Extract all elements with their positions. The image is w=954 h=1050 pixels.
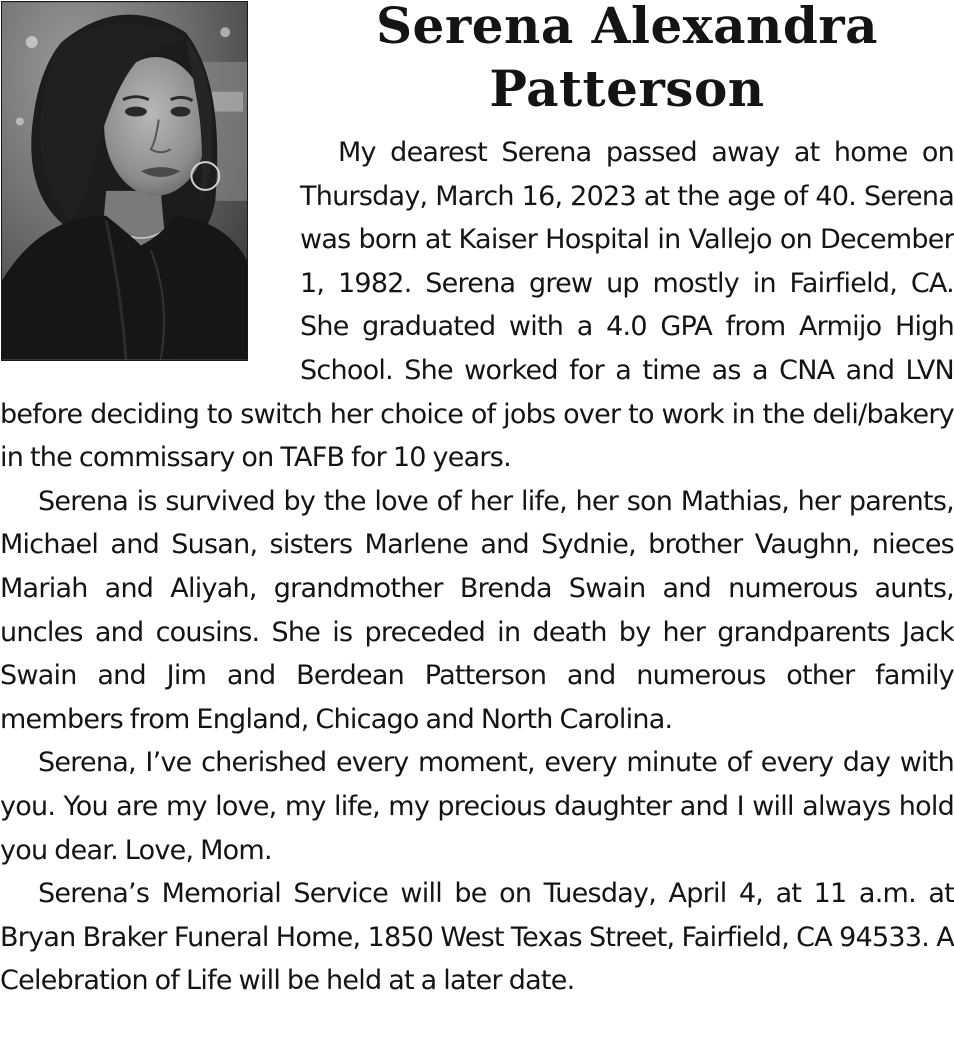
paragraph-survivors: Serena is survived by the love of her life, her son Mathias, her parents, Michael and Susan, sisters Marlene and Sydnie, brother Vaughn, nieces Mariah and Aliyah, grandmother Brenda Swain and numerous aunts, uncles and cousins. She is preceded in death by her grandparents Jack Swain and Jim and Berdean Patterson and numerous other family members from England, Chicago and North Carolina. xyxy=(0,485,954,735)
name-line-2: Patterson xyxy=(489,59,765,118)
name-line-1: Serena Alexandra xyxy=(375,0,879,55)
photo-wrap-spacer xyxy=(0,131,300,391)
paragraph-biography: My dearest Serena passed away at home on Thursday, March 16, 2023 at the age of 40. Serena was born at Kaiser Hospital in Vallejo on December 1, 1982. Serena grew up mostly in Fairfield, CA. She graduated with a 4.0 GPA from Armijo High School. She worked for a time as a CNA and LVN before deciding to switch her choice of jobs over to work in the deli/bakery in the commissary on TAFB for 10 years. xyxy=(0,137,954,474)
paragraph-tribute: Serena, I’ve cherished every moment, every minute of every day with you. You are my love, my life, my precious daughter and I will always hold you dear. Love, Mom. xyxy=(0,747,954,866)
obituary-body xyxy=(0,131,954,1003)
paragraph-service: Serena’s Memorial Service will be on Tuesday, April 4, at 11 a.m. at Bryan Braker Funeral Home, 1850 West Texas Street, Fairfield, CA 94533. A Celebration of Life will be held at a later date. xyxy=(0,878,954,997)
deceased-name xyxy=(300,0,954,120)
